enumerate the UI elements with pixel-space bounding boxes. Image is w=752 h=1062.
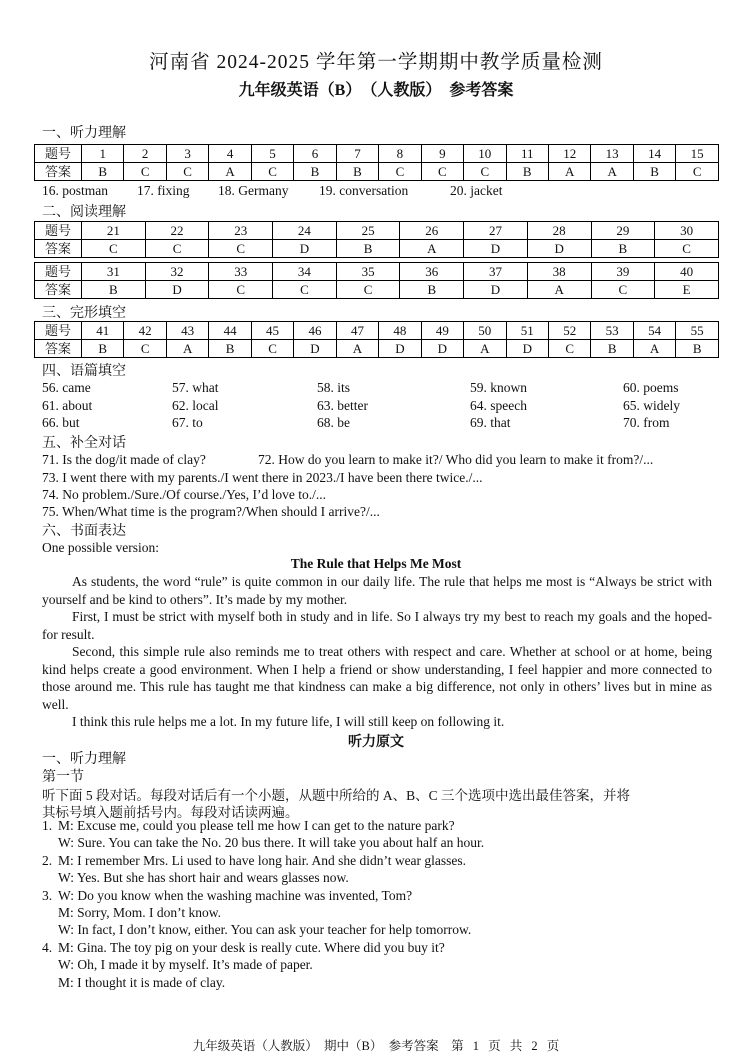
answer-cell: B — [336, 163, 378, 181]
answer-cell: A — [591, 163, 633, 181]
cloze-answer: 61. about — [42, 398, 93, 413]
question-number-cell: 7 — [336, 145, 378, 163]
section2-heading: 二、阅读理解 — [42, 205, 126, 220]
answer-cell: D — [379, 340, 421, 358]
cloze-answer: 59. known — [470, 380, 527, 395]
answer-cell: D — [464, 240, 528, 258]
answer-cell: C — [251, 163, 293, 181]
row-label: 题号 — [35, 322, 82, 340]
answer-cell: C — [655, 240, 719, 258]
answer-cell: C — [251, 340, 293, 358]
question-number-cell: 40 — [655, 263, 719, 281]
section3-heading: 三、完形填空 — [42, 306, 126, 321]
answer-cell: C — [209, 240, 273, 258]
essay-intro: One possible version: — [42, 540, 159, 555]
dialogue-line: M: I thought it is made of clay. — [58, 974, 226, 990]
question-number-cell: 47 — [336, 322, 378, 340]
question-number-cell: 48 — [379, 322, 421, 340]
answer-cell: B — [82, 281, 146, 299]
answer-cell: A — [464, 340, 506, 358]
dialogue-line: W: In fact, I don’t know, either. You can ask your teacher for help tomorrow. — [58, 922, 472, 938]
answer-cell: B — [400, 281, 464, 299]
row-label: 题号 — [35, 222, 82, 240]
question-number-cell: 52 — [548, 322, 590, 340]
question-number-cell: 8 — [379, 145, 421, 163]
answer-row — [35, 163, 719, 181]
dialogue-line: M: Gina. The toy pig on your desk is really cute. Where did you buy it? — [58, 939, 445, 955]
answer-cell: D — [506, 340, 548, 358]
row-label: 答案 — [35, 163, 82, 181]
answer-cell: B — [506, 163, 548, 181]
question-number-cell: 11 — [506, 145, 548, 163]
question-number-row — [35, 145, 719, 163]
question-number-cell: 15 — [676, 145, 719, 163]
question-number-cell: 25 — [336, 222, 400, 240]
row-label: 题号 — [35, 263, 82, 281]
listening-heading: 一、听力理解 — [42, 752, 126, 767]
answer-cell: C — [676, 163, 719, 181]
answer-cell: C — [379, 163, 421, 181]
answer-cell: A — [548, 163, 590, 181]
question-number-cell: 51 — [506, 322, 548, 340]
section2-answer-table-2 — [34, 262, 719, 299]
essay-paragraph: As students, the word “rule” is quite common in our daily life. The rule that helps me most is “Always be strict with yourself and be kind to others”. It’s made by my mother. — [42, 574, 712, 607]
answer-cell: B — [676, 340, 719, 358]
question-number-cell: 12 — [548, 145, 590, 163]
question-number-row — [35, 322, 719, 340]
listening-instruction: 其标号填入题前括号内。每段对话读两遍。 — [42, 805, 299, 820]
answer-cell: B — [82, 340, 124, 358]
answer-cell: C — [336, 281, 400, 299]
dialogue-number: 3. — [42, 887, 53, 903]
blank-answer: 20. jacket — [450, 183, 503, 198]
question-number-cell: 54 — [633, 322, 675, 340]
section6-heading: 六、书面表达 — [42, 524, 126, 539]
answer-cell: B — [82, 163, 124, 181]
essay-paragraph: I think this rule helps me a lot. In my future life, I will still keep on following it. — [72, 714, 505, 729]
essay-paragraph: Second, this simple rule also reminds me to treat others with respect and care. Whether at school or at home, being kind helps create a good environment. When I help a friend or show understanding, I feel happier and more connected to those around me. This rule has taught me that kindness can make a big difference, not only in others’ lives but in mine as well. — [42, 644, 712, 712]
question-number-cell: 21 — [82, 222, 146, 240]
answer-cell: B — [591, 240, 655, 258]
question-number-row — [35, 222, 719, 240]
section4-heading: 四、语篇填空 — [42, 364, 126, 379]
dialogue-line: M: Excuse me, could you please tell me how I can get to the nature park? — [58, 818, 455, 833]
question-number-cell: 5 — [251, 145, 293, 163]
essay-title: The Rule that Helps Me Most — [290, 556, 462, 571]
cloze-answer: 60. poems — [623, 380, 679, 395]
answer-cell: B — [294, 163, 336, 181]
question-number-cell: 37 — [464, 263, 528, 281]
answer-cell: B — [209, 340, 251, 358]
answer-cell: A — [336, 340, 378, 358]
question-number-cell: 27 — [464, 222, 528, 240]
answer-cell: B — [633, 163, 675, 181]
section5-heading: 五、补全对话 — [42, 436, 126, 451]
answer-cell: A — [209, 163, 251, 181]
question-number-cell: 38 — [527, 263, 591, 281]
question-number-cell: 13 — [591, 145, 633, 163]
answer-cell: C — [166, 163, 208, 181]
answer-cell: A — [166, 340, 208, 358]
question-number-cell: 10 — [464, 145, 506, 163]
answer-cell: D — [294, 340, 336, 358]
answer-cell: A — [527, 281, 591, 299]
answer-cell: C — [82, 240, 146, 258]
question-number-cell: 23 — [209, 222, 273, 240]
question-number-cell: 2 — [124, 145, 166, 163]
cloze-answer: 65. widely — [623, 398, 680, 413]
dialogue-number: 1. — [42, 818, 53, 833]
listening-instruction: 听下面 5 段对话。每段对话后有一个小题，从题中所给的 A、B、C 三个选项中选出最佳答案，并将 — [42, 788, 631, 803]
answer-cell: D — [421, 340, 463, 358]
row-label: 答案 — [35, 340, 82, 358]
dialogue-line: M: I remember Mrs. Li used to have long hair. And she didn’t wear glasses. — [58, 852, 467, 868]
cloze-answer: 69. that — [470, 415, 511, 430]
row-label: 题号 — [35, 145, 82, 163]
answer-73: 73. I went there with my parents./I went there in 2023./I have been there twice./... — [42, 470, 483, 485]
question-number-cell: 49 — [421, 322, 463, 340]
question-number-cell: 9 — [421, 145, 463, 163]
question-number-cell: 24 — [273, 222, 337, 240]
question-number-cell: 39 — [591, 263, 655, 281]
answer-cell: C — [273, 281, 337, 299]
cloze-answer: 62. local — [172, 398, 219, 413]
blank-answer: 19. conversation — [319, 183, 409, 198]
dialogue-line: W: Oh, I made it by myself. It’s made of paper. — [58, 957, 313, 973]
cloze-answer: 70. from — [623, 415, 670, 430]
answer-cell: B — [591, 340, 633, 358]
question-number-cell: 32 — [145, 263, 209, 281]
answer-cell: D — [464, 281, 528, 299]
page-subtitle: 九年级英语（B） （人教版） 参考答案 — [238, 82, 514, 99]
question-number-cell: 4 — [209, 145, 251, 163]
question-number-cell: 3 — [166, 145, 208, 163]
blank-answer: 17. fixing — [137, 183, 190, 198]
question-number-cell: 31 — [82, 263, 146, 281]
answer-cell: C — [145, 240, 209, 258]
answer-cell: C — [209, 281, 273, 299]
section3-answer-table — [34, 321, 719, 358]
cloze-answer: 56. came — [42, 380, 91, 395]
question-number-cell: 43 — [166, 322, 208, 340]
question-number-cell: 30 — [655, 222, 719, 240]
question-number-cell: 41 — [82, 322, 124, 340]
essay-paragraph: First, I must be strict with myself both in study and in life. So I always try my best to reach my goals and the hoped-for result. — [42, 609, 712, 642]
question-number-cell: 22 — [145, 222, 209, 240]
question-number-cell: 29 — [591, 222, 655, 240]
blank-answer: 18. Germany — [218, 183, 289, 198]
question-number-cell: 26 — [400, 222, 464, 240]
question-number-cell: 53 — [591, 322, 633, 340]
dialogue-number: 2. — [42, 852, 53, 868]
question-number-cell: 35 — [336, 263, 400, 281]
answer-cell: E — [655, 281, 719, 299]
answer-cell: C — [464, 163, 506, 181]
answer-cell: D — [145, 281, 209, 299]
page-title: 河南省 2024-2025 学年第一学期期中教学质量检测 — [149, 52, 603, 73]
listening-title: 听力原文 — [348, 735, 404, 750]
section2-answer-table-1 — [34, 221, 719, 258]
answer-cell: C — [421, 163, 463, 181]
answer-74: 74. No problem./Sure./Of course./Yes, I’d love to./... — [42, 487, 326, 502]
question-number-row — [35, 263, 719, 281]
cloze-answer: 67. to — [172, 415, 203, 430]
dialogue-line: M: Sorry, Mom. I don’t know. — [58, 905, 222, 920]
page-footer: 九年级英语（人教版） 期中（B） 参考答案 第 1 页 共 2 页 — [192, 1039, 560, 1053]
cloze-answer: 68. be — [317, 415, 350, 430]
question-number-cell: 6 — [294, 145, 336, 163]
question-number-cell: 44 — [209, 322, 251, 340]
answer-cell: A — [633, 340, 675, 358]
answer-72: 72. How do you learn to make it?/ Who did you learn to make it from?/... — [258, 452, 654, 467]
answer-row — [35, 281, 719, 299]
cloze-answer: 58. its — [317, 380, 351, 395]
question-number-cell: 28 — [527, 222, 591, 240]
question-number-cell: 45 — [251, 322, 293, 340]
question-number-cell: 46 — [294, 322, 336, 340]
cloze-answer: 66. but — [42, 415, 80, 430]
cloze-answer: 63. better — [317, 398, 368, 413]
answer-71: 71. Is the dog/it made of clay? — [42, 452, 206, 467]
section1-heading: 一、听力理解 — [42, 126, 126, 141]
dialogue-line: W: Yes. But she has short hair and wears glasses now. — [58, 870, 349, 886]
question-number-cell: 14 — [633, 145, 675, 163]
row-label: 答案 — [35, 240, 82, 258]
answer-cell: D — [273, 240, 337, 258]
answer-cell: C — [548, 340, 590, 358]
blank-answer: 16. postman — [42, 183, 108, 198]
dialogue-line: W: Do you know when the washing machine was invented, Tom? — [58, 887, 413, 903]
answer-row — [35, 340, 719, 358]
answer-cell: C — [124, 340, 166, 358]
question-number-cell: 34 — [273, 263, 337, 281]
answer-cell: A — [400, 240, 464, 258]
answer-75: 75. When/What time is the program?/When should I arrive?/... — [42, 504, 380, 519]
cloze-answer: 64. speech — [470, 398, 527, 413]
row-label: 答案 — [35, 281, 82, 299]
listening-part: 第一节 — [42, 770, 84, 785]
section1-answer-table — [34, 144, 719, 181]
answer-cell: B — [336, 240, 400, 258]
question-number-cell: 50 — [464, 322, 506, 340]
question-number-cell: 55 — [676, 322, 719, 340]
question-number-cell: 33 — [209, 263, 273, 281]
question-number-cell: 42 — [124, 322, 166, 340]
answer-row — [35, 240, 719, 258]
cloze-answer: 57. what — [172, 380, 219, 395]
answer-cell: C — [124, 163, 166, 181]
dialogue-line: W: Sure. You can take the No. 20 bus there. It will take you about half an hour. — [58, 835, 485, 851]
dialogue-number: 4. — [42, 939, 53, 955]
question-number-cell: 36 — [400, 263, 464, 281]
question-number-cell: 1 — [82, 145, 124, 163]
answer-cell: D — [527, 240, 591, 258]
answer-cell: C — [591, 281, 655, 299]
